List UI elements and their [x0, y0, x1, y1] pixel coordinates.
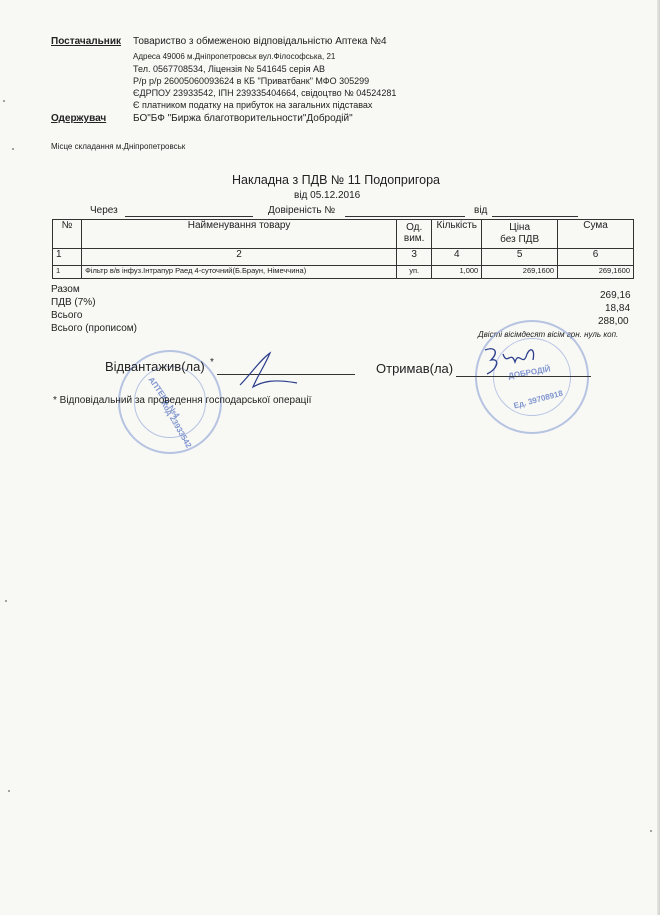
from-label: від: [474, 205, 488, 216]
left-stamp-code: Код 23933542: [159, 399, 194, 450]
col-header-name: Найменування товару: [82, 220, 397, 249]
row-unit: уп.: [397, 266, 432, 279]
scan-speck: [650, 830, 652, 832]
invoice-title: Накладна з ПДВ № 11 Подопригора: [232, 173, 441, 187]
table-row: [53, 266, 634, 279]
row-price: 269,1600: [482, 266, 558, 279]
col-number: 2: [82, 249, 397, 266]
scan-speck: [5, 600, 7, 602]
supplier-codes: ЄДРПОУ 23933542, ІПН 239335404664, свідоцтво № 04524281: [133, 88, 397, 98]
vat-label: ПДВ (7%): [51, 297, 96, 308]
received-by-label: Отримав(ла): [376, 361, 454, 376]
place-of-issue: Місце складання м.Дніпропетровськ: [51, 142, 186, 151]
recipient-name: БО"БФ "Биржа благотворительности"Добродій": [133, 113, 353, 124]
shipped-by-star: *: [210, 357, 214, 368]
proxy-label: Довіреність №: [268, 205, 336, 216]
col-header-unit: Од. вим.: [397, 220, 432, 249]
left-stamp-text: АПТЕКА №4: [146, 375, 182, 420]
supplier-label: Постачальник: [51, 36, 121, 47]
col-header-sum: Сума: [558, 220, 634, 249]
goods-table: [52, 219, 634, 279]
recipient-label: Одержувач: [51, 113, 107, 124]
right-stamp-code: Ед. 39708918: [512, 388, 564, 411]
from-line: [492, 216, 578, 217]
scan-speck: [8, 790, 10, 792]
vat-value: 18,84: [605, 303, 631, 314]
col-number: 6: [558, 249, 634, 266]
supplier-account: Р/р р/р 26005060093624 в КБ "Приватбанк" МФО 305299: [133, 76, 370, 86]
scan-speck: [12, 148, 14, 150]
row-no: 1: [53, 266, 82, 279]
col-header-price: Ціна без ПДВ: [482, 220, 558, 249]
row-sum: 269,1600: [558, 266, 634, 279]
via-line: [125, 216, 253, 217]
supplier-phone: Тел. 0567708534, Ліцензія № 541645 серія АВ: [133, 64, 326, 74]
shipped-signature-icon: [235, 345, 305, 395]
supplier-tax-note: Є платником податку на прибуток на загальних підставах: [133, 100, 373, 110]
scan-speck: [3, 100, 5, 102]
total-label: Всього: [51, 310, 83, 321]
via-label: Через: [90, 205, 118, 216]
subtotal-label: Разом: [51, 284, 80, 295]
total-in-words-label: Всього (прописом): [51, 323, 137, 334]
col-number: 4: [432, 249, 482, 266]
shipped-by-label: Відвантажив(ла): [105, 359, 205, 374]
col-header-qty: Кількість: [432, 220, 482, 249]
received-signature-icon: [477, 340, 547, 385]
total-in-words: Двісті вісімдесят вісім грн. нуль коп.: [478, 330, 619, 339]
table-header-row: [53, 220, 634, 249]
footnote: * Відповідальний за проведення господарської операції: [53, 395, 312, 406]
total-value: 288,00: [598, 316, 629, 327]
col-number: 1: [53, 249, 82, 266]
col-header-no: №: [53, 220, 82, 249]
row-qty: 1,000: [432, 266, 482, 279]
supplier-address: Адреса 49006 м.Дніпропетровськ вул.Філософська, 21: [133, 52, 336, 61]
invoice-date: від 05.12.2016: [294, 190, 361, 201]
table-number-row: [53, 249, 634, 266]
right-stamp-text: ДОБРОДІЙ: [507, 364, 552, 381]
col-number: 5: [482, 249, 558, 266]
subtotal-value: 269,16: [600, 290, 631, 301]
supplier-name: Товариство з обмеженою відповідальністю Аптека №4: [133, 36, 387, 47]
proxy-line: [345, 216, 465, 217]
row-product-name: Фільтр в/в інфуз.Інтрапур Раед 4-суточний(Б.Браун, Німеччина): [82, 266, 397, 279]
col-number: 3: [397, 249, 432, 266]
